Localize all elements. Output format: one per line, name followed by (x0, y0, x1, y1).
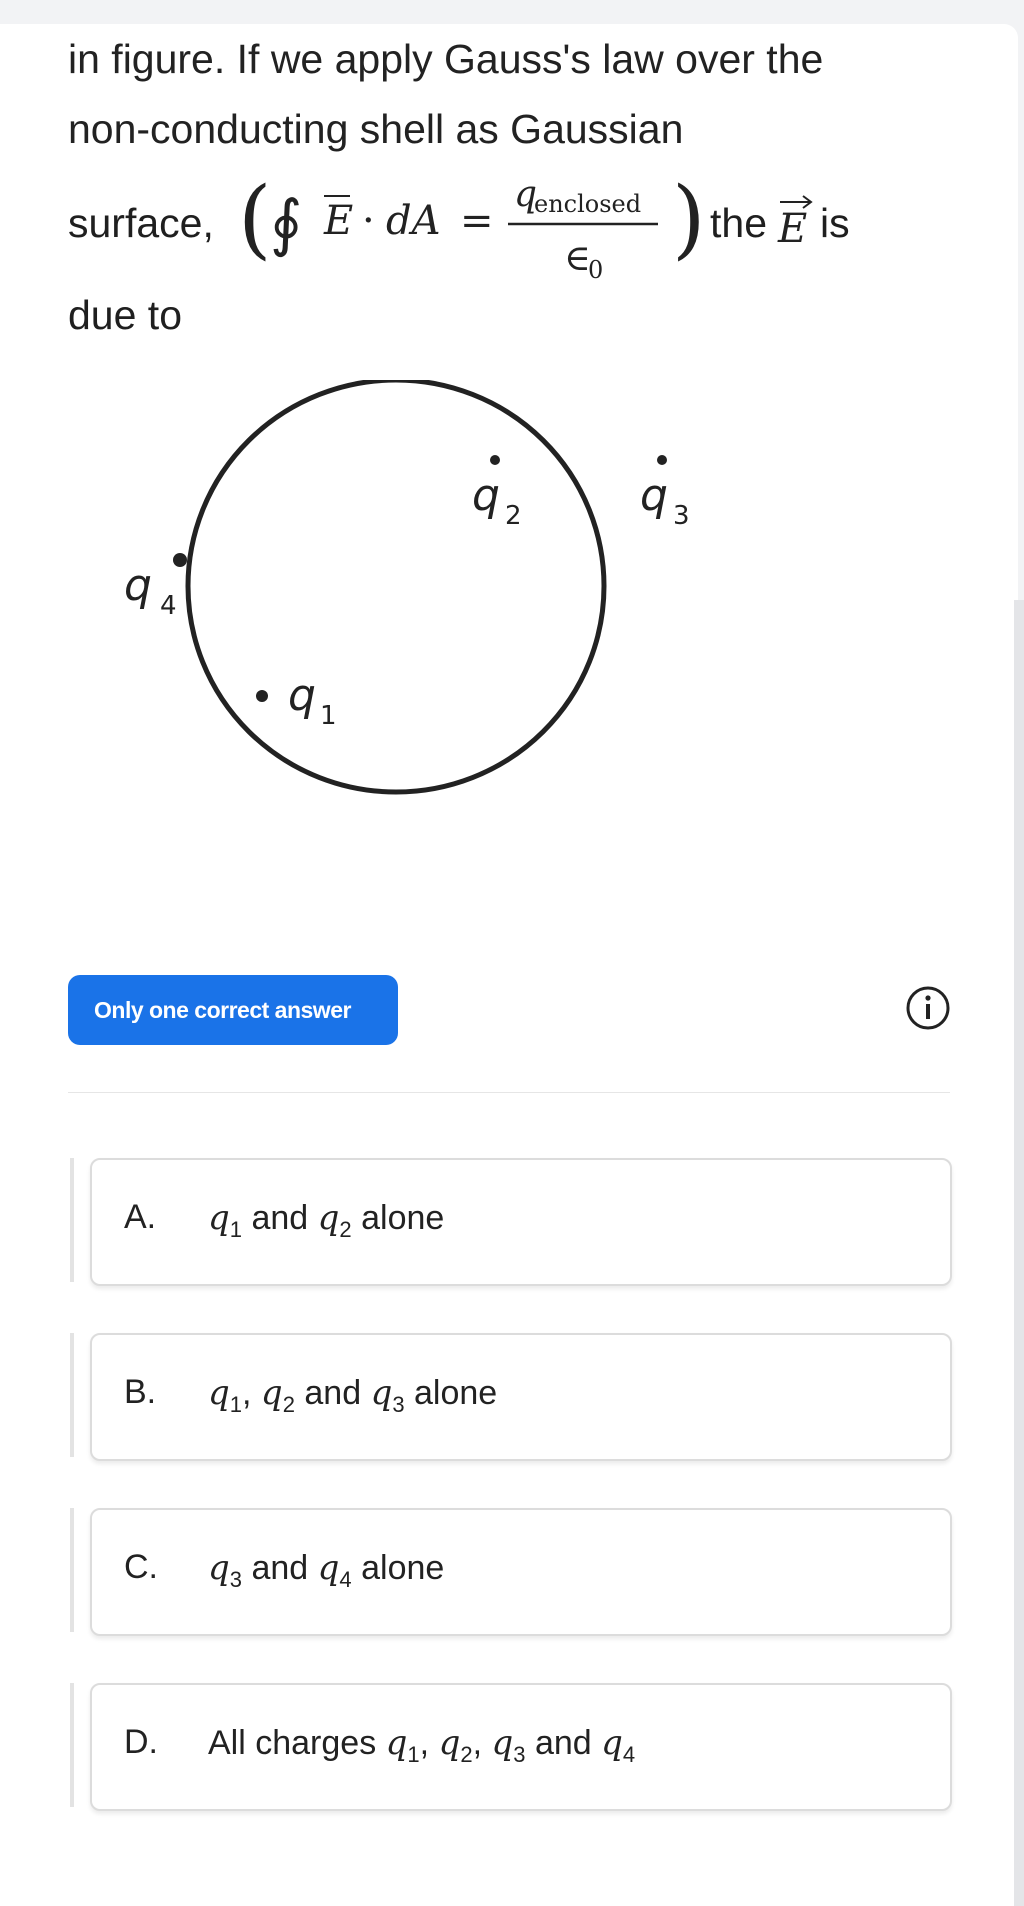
option-a[interactable] (90, 1158, 952, 1286)
option-text-segment: alone (351, 1549, 445, 1587)
charge-symbol: q (370, 1373, 393, 1413)
charge-symbol: q (260, 1373, 283, 1413)
option-accent-bar (70, 1333, 74, 1457)
option-letter: D. (124, 1723, 158, 1761)
option-text (208, 1373, 498, 1417)
label-q2-sub: 2 (505, 501, 522, 531)
charge-symbol: q (385, 1723, 408, 1763)
svg-text:E: E (778, 206, 808, 252)
open-paren: ( (238, 169, 272, 269)
integral-symbol: ∮ (270, 186, 303, 259)
is-word: is (820, 200, 850, 246)
option-text-segment: , (472, 1724, 492, 1762)
label-q1-sub: 1 (320, 701, 337, 731)
option-b[interactable] (90, 1333, 952, 1461)
charge-symbol: q (317, 1198, 340, 1238)
question-line-2: non-conducting shell as Gaussian (68, 106, 684, 152)
charge-subscript: 4 (622, 1742, 636, 1767)
label-q3-sub: 3 (673, 501, 690, 531)
charge-symbol: q (317, 1548, 340, 1588)
label-q1: q (288, 670, 316, 721)
label-q2: q (472, 470, 500, 521)
vector-e-rhs (774, 168, 818, 258)
denominator-sub: 0 (588, 256, 604, 284)
numerator-sub: enclosed (534, 190, 642, 218)
charge-symbol: q (208, 1198, 230, 1238)
option-text-segment: and (294, 1374, 371, 1412)
label-q4-sub: 4 (160, 591, 177, 621)
option-text-segment: and (242, 1199, 318, 1237)
charge-symbol: q (208, 1373, 230, 1413)
dot-operator: · (362, 198, 375, 244)
charge-symbol: q (208, 1548, 230, 1588)
charge-subscript: 3 (229, 1567, 243, 1592)
the-word: the (710, 200, 767, 246)
option-accent-bar (70, 1508, 74, 1632)
charge-subscript: 1 (407, 1742, 420, 1767)
vector-e: E (324, 198, 354, 244)
option-d[interactable] (90, 1683, 952, 1811)
question-line-1: in figure. If we apply Gauss's law over the (68, 36, 824, 82)
option-text-segment: , (242, 1374, 261, 1412)
charge-q1-dot (256, 690, 268, 702)
option-text-segment: , (419, 1724, 439, 1762)
label-q3: q (640, 470, 668, 521)
formula-line (68, 160, 968, 300)
option-letter: C. (124, 1548, 158, 1586)
charge-subscript: 2 (460, 1742, 473, 1767)
option-letter: B. (124, 1373, 157, 1411)
charge-symbol: q (491, 1723, 514, 1763)
charge-subscript: 3 (392, 1392, 405, 1417)
option-c[interactable] (90, 1508, 952, 1636)
question-line-4: due to (68, 292, 182, 338)
option-text-segment: and (525, 1724, 602, 1762)
gaussian-surface-circle (188, 380, 604, 792)
option-text (208, 1548, 445, 1592)
question-text (68, 24, 968, 164)
charge-q4-dot (173, 553, 187, 567)
option-accent-bar (70, 1158, 74, 1282)
surface-word: surface, (68, 200, 214, 246)
answer-type-badge: Only one correct answer (68, 975, 398, 1045)
da-symbol: dA (386, 198, 441, 244)
option-text-segment: alone (404, 1374, 498, 1412)
charge-subscript: 4 (339, 1567, 352, 1592)
equals-sign: = (460, 198, 494, 244)
scroll-rail[interactable] (1014, 600, 1024, 1906)
charge-q2-dot (490, 455, 500, 465)
option-text (208, 1723, 636, 1767)
option-letter: A. (124, 1198, 157, 1236)
charge-symbol: q (601, 1723, 623, 1763)
charge-subscript: 3 (513, 1742, 526, 1767)
info-circle-icon[interactable] (905, 985, 951, 1031)
charge-subscript: 2 (282, 1392, 295, 1417)
option-text-segment: All charges (208, 1724, 386, 1762)
numerator-q: q (514, 174, 538, 215)
option-text (208, 1198, 445, 1242)
divider (68, 1092, 950, 1093)
charge-q3-dot (657, 455, 667, 465)
close-paren: ) (672, 169, 706, 269)
option-text-segment: and (242, 1549, 318, 1587)
gauss-figure (120, 380, 740, 820)
denominator-epsilon: ∈ (564, 238, 591, 279)
charge-subscript: 1 (229, 1217, 243, 1242)
option-text-segment: alone (351, 1199, 445, 1237)
charge-subscript: 2 (339, 1217, 352, 1242)
charge-subscript: 1 (229, 1392, 243, 1417)
label-q4: q (124, 560, 152, 611)
charge-symbol: q (438, 1723, 461, 1763)
option-accent-bar (70, 1683, 74, 1807)
